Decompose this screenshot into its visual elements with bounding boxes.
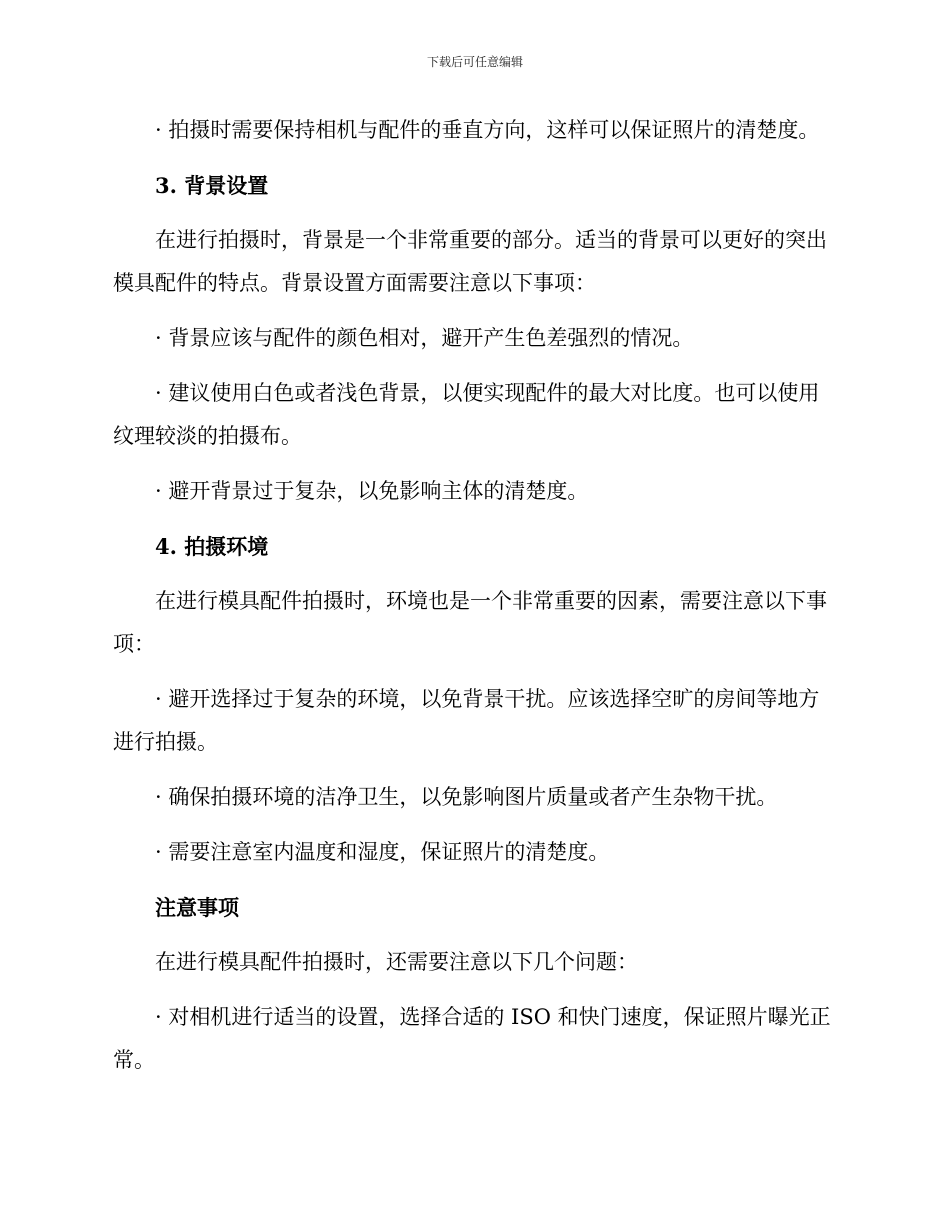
bullet-avoid-complex-environment: · 避开选择过于复杂的环境，以免背景干扰。应该选择空旷的房间等地方进行拍摄。 (113, 687, 820, 754)
bullet-white-background: · 建议使用白色或者浅色背景，以便实现配件的最大对比度。也可以使用纹理较淡的拍摄布。 (113, 381, 820, 448)
section-heading-notes: 注意事项 (155, 895, 239, 920)
bullet-vertical-alignment: · 拍摄时需要保持相机与配件的垂直方向，这样可以保证照片的清楚度。 (155, 118, 820, 142)
paragraph-environment-intro: 在进行模具配件拍摄时，环境也是一个非常重要的因素，需要注意以下事项： (113, 589, 827, 656)
page-header: 下载后可任意编辑 (426, 55, 523, 69)
bullet-clean-environment: · 确保拍摄环境的洁净卫生，以免影响图片质量或者产生杂物干扰。 (155, 785, 778, 809)
section-heading-environment: 4. 拍摄环境 (155, 534, 269, 559)
paragraph-background-intro: 在进行拍摄时，背景是一个非常重要的部分。适当的背景可以更好的突出模具配件的特点。背景设置方面需要注意以下事项： (113, 228, 827, 295)
bullet-background-contrast: · 背景应该与配件的颜色相对，避开产生色差强烈的情况。 (155, 326, 694, 350)
bullet-temperature-humidity: · 需要注意室内温度和湿度，保证照片的清楚度。 (155, 840, 610, 864)
document-body (113, 109, 833, 1094)
bullet-camera-settings: · 对相机进行适当的设置，选择合适的 ISO 和快门速度，保证照片曝光正常。 (113, 1005, 831, 1072)
paragraph-notes-intro: 在进行模具配件拍摄时，还需要注意以下几个问题： (155, 950, 638, 974)
bullet-avoid-complex-background: · 避开背景过于复杂，以免影响主体的清楚度。 (155, 479, 589, 503)
section-heading-background: 3. 背景设置 (155, 173, 269, 198)
